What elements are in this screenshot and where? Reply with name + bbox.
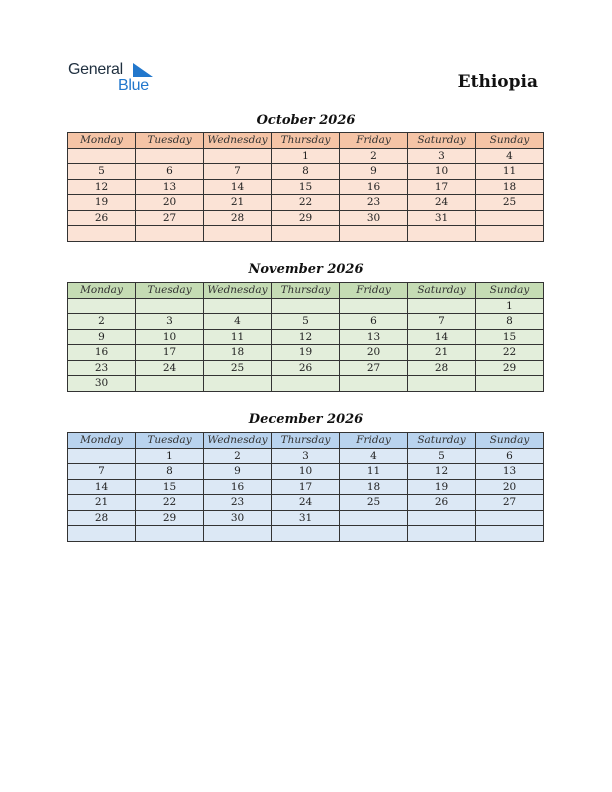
day-cell: 3 bbox=[408, 148, 476, 164]
day-cell: 27 bbox=[340, 360, 408, 376]
weekday-header-sunday: Sunday bbox=[476, 433, 544, 449]
day-cell: 17 bbox=[272, 479, 340, 495]
day-cell bbox=[136, 376, 204, 392]
day-cell: 5 bbox=[68, 164, 136, 180]
weekday-header-wednesday: Wednesday bbox=[204, 283, 272, 299]
day-cell bbox=[408, 298, 476, 314]
week-row bbox=[68, 345, 544, 361]
weekday-header-saturday: Saturday bbox=[408, 133, 476, 149]
day-cell bbox=[476, 226, 544, 242]
day-cell bbox=[68, 526, 136, 542]
weekday-header-friday: Friday bbox=[340, 283, 408, 299]
week-row bbox=[68, 314, 544, 330]
weekday-header-friday: Friday bbox=[340, 133, 408, 149]
day-cell: 30 bbox=[204, 510, 272, 526]
day-cell: 13 bbox=[340, 329, 408, 345]
day-cell bbox=[136, 526, 204, 542]
day-cell: 23 bbox=[204, 495, 272, 511]
day-cell: 26 bbox=[68, 210, 136, 226]
day-cell bbox=[340, 526, 408, 542]
weekday-header-wednesday: Wednesday bbox=[204, 433, 272, 449]
month-title-november: November 2026 bbox=[248, 262, 364, 277]
day-cell: 16 bbox=[68, 345, 136, 361]
day-cell: 30 bbox=[68, 376, 136, 392]
weekday-header-thursday: Thursday bbox=[272, 133, 340, 149]
day-cell: 18 bbox=[476, 179, 544, 195]
calendar-october bbox=[67, 132, 544, 242]
day-cell: 29 bbox=[272, 210, 340, 226]
logo-blue-text: Blue bbox=[118, 77, 149, 94]
day-cell: 15 bbox=[476, 329, 544, 345]
weekday-header-row bbox=[68, 433, 544, 449]
day-cell: 7 bbox=[68, 464, 136, 480]
day-cell: 12 bbox=[408, 464, 476, 480]
day-cell bbox=[136, 298, 204, 314]
day-cell: 16 bbox=[204, 479, 272, 495]
weekday-header-wednesday: Wednesday bbox=[204, 133, 272, 149]
day-cell bbox=[340, 226, 408, 242]
day-cell bbox=[68, 298, 136, 314]
day-cell: 10 bbox=[408, 164, 476, 180]
day-cell: 3 bbox=[136, 314, 204, 330]
day-cell: 8 bbox=[272, 164, 340, 180]
day-cell: 9 bbox=[204, 464, 272, 480]
day-cell bbox=[476, 526, 544, 542]
day-cell: 23 bbox=[340, 195, 408, 211]
day-cell: 9 bbox=[68, 329, 136, 345]
day-cell: 26 bbox=[408, 495, 476, 511]
day-cell bbox=[68, 448, 136, 464]
weekday-header-tuesday: Tuesday bbox=[136, 133, 204, 149]
day-cell: 24 bbox=[408, 195, 476, 211]
day-cell: 3 bbox=[272, 448, 340, 464]
weekday-header-friday: Friday bbox=[340, 433, 408, 449]
day-cell: 18 bbox=[340, 479, 408, 495]
weekday-header-thursday: Thursday bbox=[272, 283, 340, 299]
month-title-december: December 2026 bbox=[248, 412, 364, 427]
day-cell bbox=[204, 148, 272, 164]
week-row bbox=[68, 448, 544, 464]
weekday-header-row bbox=[68, 133, 544, 149]
day-cell: 15 bbox=[136, 479, 204, 495]
day-cell: 14 bbox=[68, 479, 136, 495]
day-cell: 1 bbox=[272, 148, 340, 164]
day-cell: 10 bbox=[136, 329, 204, 345]
day-cell: 21 bbox=[408, 345, 476, 361]
day-cell bbox=[204, 226, 272, 242]
weekday-header-thursday: Thursday bbox=[272, 433, 340, 449]
day-cell: 11 bbox=[204, 329, 272, 345]
day-cell: 4 bbox=[476, 148, 544, 164]
day-cell bbox=[204, 526, 272, 542]
day-cell: 14 bbox=[204, 179, 272, 195]
day-cell: 2 bbox=[204, 448, 272, 464]
day-cell: 9 bbox=[340, 164, 408, 180]
day-cell: 6 bbox=[476, 448, 544, 464]
day-cell: 27 bbox=[136, 210, 204, 226]
logo bbox=[68, 61, 168, 97]
day-cell: 20 bbox=[340, 345, 408, 361]
logo-triangle-icon bbox=[133, 63, 153, 77]
day-cell: 8 bbox=[136, 464, 204, 480]
calendar-november bbox=[67, 282, 544, 392]
week-row bbox=[68, 226, 544, 242]
day-cell bbox=[68, 226, 136, 242]
day-cell bbox=[68, 148, 136, 164]
day-cell: 1 bbox=[476, 298, 544, 314]
week-row bbox=[68, 148, 544, 164]
week-row bbox=[68, 526, 544, 542]
day-cell: 7 bbox=[204, 164, 272, 180]
day-cell: 27 bbox=[476, 495, 544, 511]
day-cell: 21 bbox=[204, 195, 272, 211]
day-cell: 28 bbox=[204, 210, 272, 226]
day-cell bbox=[272, 226, 340, 242]
day-cell: 11 bbox=[340, 464, 408, 480]
week-row bbox=[68, 510, 544, 526]
day-cell: 12 bbox=[68, 179, 136, 195]
day-cell: 13 bbox=[476, 464, 544, 480]
weekday-header-tuesday: Tuesday bbox=[136, 283, 204, 299]
day-cell bbox=[272, 526, 340, 542]
day-cell bbox=[204, 298, 272, 314]
day-cell: 10 bbox=[272, 464, 340, 480]
day-cell: 17 bbox=[408, 179, 476, 195]
day-cell: 2 bbox=[340, 148, 408, 164]
day-cell: 24 bbox=[272, 495, 340, 511]
day-cell: 22 bbox=[272, 195, 340, 211]
day-cell: 20 bbox=[476, 479, 544, 495]
weekday-header-sunday: Sunday bbox=[476, 133, 544, 149]
day-cell bbox=[204, 376, 272, 392]
day-cell bbox=[408, 226, 476, 242]
day-cell: 7 bbox=[408, 314, 476, 330]
day-cell: 26 bbox=[272, 360, 340, 376]
day-cell bbox=[476, 510, 544, 526]
day-cell: 28 bbox=[408, 360, 476, 376]
day-cell: 22 bbox=[476, 345, 544, 361]
day-cell bbox=[476, 376, 544, 392]
day-cell bbox=[476, 210, 544, 226]
day-cell: 25 bbox=[340, 495, 408, 511]
week-row bbox=[68, 360, 544, 376]
calendar-december bbox=[67, 432, 544, 542]
weekday-header-sunday: Sunday bbox=[476, 283, 544, 299]
day-cell bbox=[408, 526, 476, 542]
day-cell: 31 bbox=[272, 510, 340, 526]
day-cell: 24 bbox=[136, 360, 204, 376]
day-cell bbox=[136, 148, 204, 164]
day-cell bbox=[340, 376, 408, 392]
day-cell: 4 bbox=[340, 448, 408, 464]
day-cell: 6 bbox=[340, 314, 408, 330]
week-row bbox=[68, 329, 544, 345]
day-cell: 20 bbox=[136, 195, 204, 211]
day-cell: 19 bbox=[272, 345, 340, 361]
weekday-header-monday: Monday bbox=[68, 433, 136, 449]
day-cell: 11 bbox=[476, 164, 544, 180]
day-cell: 16 bbox=[340, 179, 408, 195]
day-cell bbox=[136, 226, 204, 242]
week-row bbox=[68, 464, 544, 480]
day-cell: 22 bbox=[136, 495, 204, 511]
week-row bbox=[68, 479, 544, 495]
week-row bbox=[68, 376, 544, 392]
day-cell bbox=[340, 510, 408, 526]
logo-general-text: General bbox=[68, 61, 123, 78]
week-row bbox=[68, 164, 544, 180]
day-cell: 17 bbox=[136, 345, 204, 361]
weekday-header-saturday: Saturday bbox=[408, 433, 476, 449]
day-cell: 15 bbox=[272, 179, 340, 195]
day-cell: 25 bbox=[476, 195, 544, 211]
week-row bbox=[68, 495, 544, 511]
day-cell: 1 bbox=[136, 448, 204, 464]
day-cell bbox=[272, 376, 340, 392]
day-cell: 13 bbox=[136, 179, 204, 195]
day-cell: 31 bbox=[408, 210, 476, 226]
day-cell: 19 bbox=[408, 479, 476, 495]
day-cell: 4 bbox=[204, 314, 272, 330]
weekday-header-saturday: Saturday bbox=[408, 283, 476, 299]
day-cell: 29 bbox=[476, 360, 544, 376]
day-cell: 5 bbox=[272, 314, 340, 330]
day-cell bbox=[408, 510, 476, 526]
day-cell: 30 bbox=[340, 210, 408, 226]
day-cell: 12 bbox=[272, 329, 340, 345]
day-cell: 29 bbox=[136, 510, 204, 526]
day-cell: 21 bbox=[68, 495, 136, 511]
day-cell bbox=[272, 298, 340, 314]
week-row bbox=[68, 195, 544, 211]
week-row bbox=[68, 210, 544, 226]
week-row bbox=[68, 298, 544, 314]
day-cell: 8 bbox=[476, 314, 544, 330]
day-cell: 18 bbox=[204, 345, 272, 361]
weekday-header-monday: Monday bbox=[68, 283, 136, 299]
month-title-october: October 2026 bbox=[256, 113, 356, 128]
day-cell: 25 bbox=[204, 360, 272, 376]
day-cell bbox=[408, 376, 476, 392]
day-cell: 28 bbox=[68, 510, 136, 526]
day-cell: 23 bbox=[68, 360, 136, 376]
week-row bbox=[68, 179, 544, 195]
day-cell: 19 bbox=[68, 195, 136, 211]
day-cell bbox=[340, 298, 408, 314]
weekday-header-tuesday: Tuesday bbox=[136, 433, 204, 449]
weekday-header-row bbox=[68, 283, 544, 299]
day-cell: 6 bbox=[136, 164, 204, 180]
day-cell: 14 bbox=[408, 329, 476, 345]
day-cell: 5 bbox=[408, 448, 476, 464]
weekday-header-monday: Monday bbox=[68, 133, 136, 149]
day-cell: 2 bbox=[68, 314, 136, 330]
country-title: Ethiopia bbox=[457, 72, 538, 92]
